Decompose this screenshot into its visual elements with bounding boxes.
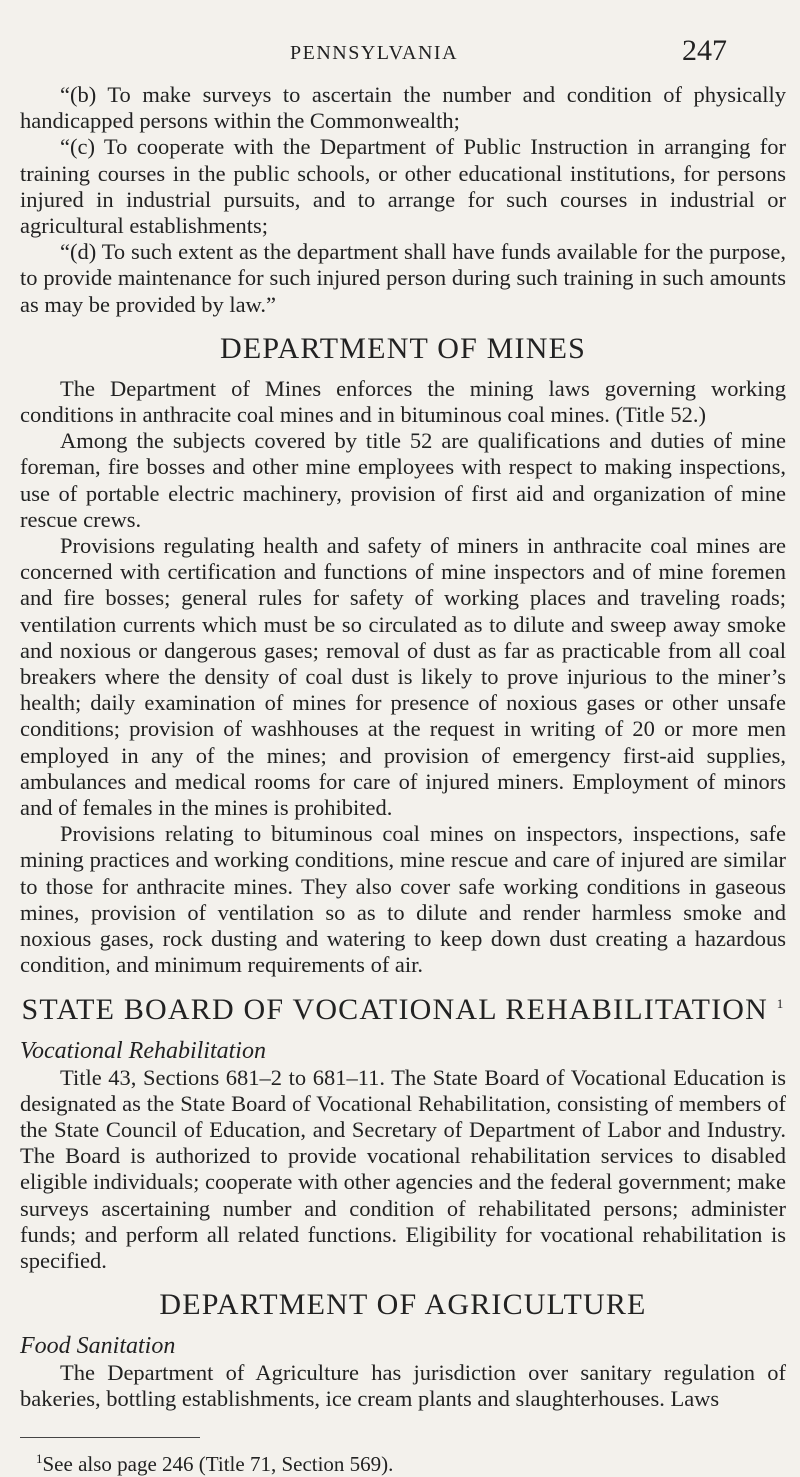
heading-text: STATE BOARD OF VOCATIONAL REHABILITATION — [21, 992, 769, 1026]
subheading-food-sanitation: Food Sanitation — [20, 1333, 176, 1360]
section-heading-vocational — [20, 993, 786, 1027]
paragraph: The Department of Mines enforces the mining laws governing working conditions in anthracite coal mines and in bituminous coal mines. (Title 52.) — [20, 375, 786, 428]
page-number: 247 — [682, 34, 727, 67]
footnote-mark: 1 — [36, 1450, 43, 1466]
paragraph: “(c) To cooperate with the Department of Public Instruction in arranging for training courses in the public schools, or other educational institutions, for persons injured in industrial pursuits, and to arrange for such courses in industrial or agricultural establishments; — [20, 134, 786, 239]
section-heading-agriculture: DEPARTMENT OF AGRICULTURE — [159, 1288, 647, 1322]
subheading-vocational-rehabilitation: Vocational Rehabilitation — [20, 1037, 266, 1064]
paragraph: Provisions regulating health and safety of miners in anthracite coal mines are concerned with certification and functions of mine inspectors and of mine foremen and fire bosses; general rules for safety of working places and traveling roads; ventilation currents which must be so circulated as to dilute and sweep away smoke and noxious or dangerous gases; removal of dust as far as practicable from all coal breakers where the density of coal dust is likely to prove injurious to the miner’s health; daily examination of mines for presence of noxious gases or other unsafe conditions; provision of washhouses at the request in writing of 20 or more men employed in any of the mines; and provision of emergency first-aid supplies, ambulances and medical rooms for care of injured miners. Employment of minors and of females in the mines is prohibited. — [20, 533, 786, 821]
section-heading-mines: DEPARTMENT OF MINES — [219, 331, 587, 365]
body-text — [20, 82, 786, 1477]
footnote-text: See also page 246 (Title 71, Section 569). — [42, 1451, 394, 1476]
footnote-divider — [20, 1437, 200, 1438]
paragraph: “(d) To such extent as the department shall have funds available for the purpose, to provide maintenance for such injured person during such training in such amounts as may be provided by law.” — [20, 239, 786, 317]
paragraph: “(b) To make surveys to ascertain the number and condition of physically handicapped persons within the Commonwealth; — [20, 82, 786, 134]
running-head: PENNSYLVANIA — [290, 42, 459, 64]
paragraph: Among the subjects covered by title 52 are qualifications and duties of mine foreman, fire bosses and other mine employees with respect to making inspections, use of portable electric machinery, provision of first aid and organization of mine rescue crews. — [20, 428, 786, 532]
paragraph: Provisions relating to bituminous coal mines on inspectors, inspections, safe mining practices and working conditions, mine rescue and care of injured are similar to those for anthracite mines. They also cover safe working conditions in gaseous mines, provision of ventilation so as to dilute and render harmless smoke and noxious gases, rock dusting and watering to keep down dust creating a hazardous condition, and minimum requirements of air. — [20, 821, 786, 978]
footnote — [20, 1446, 786, 1477]
footnote-reference: 1 — [776, 995, 785, 1011]
paragraph: The Department of Agriculture has jurisdiction over sanitary regulation of bakeries, bottling establishments, ice cream plants and slaughterhouses. Laws — [20, 1360, 786, 1412]
paragraph: Title 43, Sections 681–2 to 681–11. The State Board of Vocational Education is designated as the State Board of Vocational Rehabilitation, consisting of members of the State Council of Education, and Secretary of Department of Labor and Industry. The Board is authorized to provide vocational rehabilitation services to disabled eligible individuals; cooperate with other agencies and the federal government; make surveys ascertaining number and condition of rehabilitated persons; administer funds; and perform all related functions. Eligibility for vocational rehabilitation is specified. — [20, 1064, 786, 1273]
